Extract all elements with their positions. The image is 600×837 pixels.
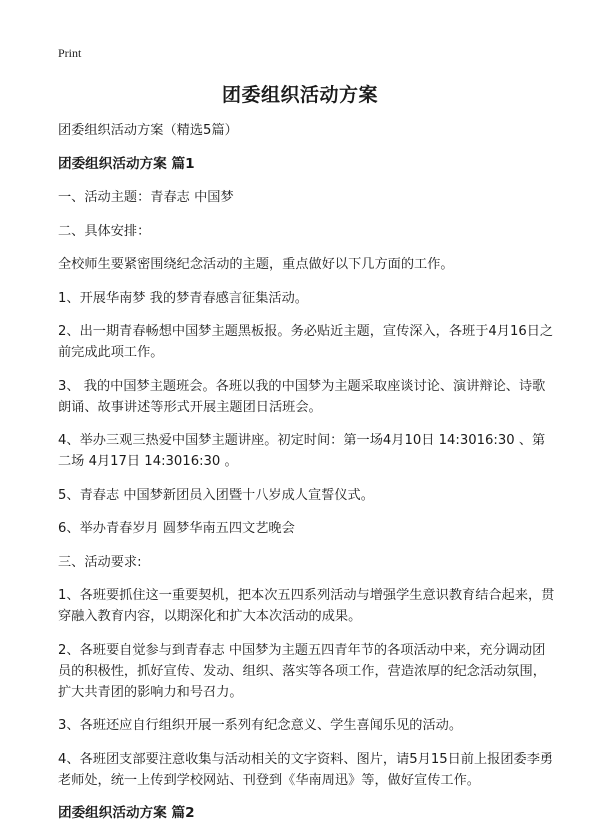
paragraph-requirement-4: 4、各班团支部要注意收集与活动相关的文字资料、图片，请5月15日前上报团委李勇老师处，统一上传到学校网站、刊登到《华南周迅》等，做好宣传工作。 bbox=[58, 751, 554, 788]
paragraph-theme: 一、活动主题：青春志 中国梦 bbox=[58, 190, 234, 205]
section-heading-2: 团委组织活动方案 篇2 bbox=[58, 805, 195, 821]
paragraph-item-5: 5、青春志 中国梦新团员入团暨十八岁成人宣誓仪式。 bbox=[58, 487, 374, 503]
paragraph-requirements-heading: 三、活动要求: bbox=[58, 554, 142, 570]
paragraph-requirement-3: 3、各班还应自行组织开展一系列有纪念意义、学生喜闻乐见的活动。 bbox=[58, 718, 463, 733]
section-heading-1: 团委组织活动方案 篇1 bbox=[58, 155, 195, 172]
paragraph-item-6: 6、举办青春岁月 圆梦华南五四文艺晚会 bbox=[58, 521, 295, 536]
paragraph-requirement-1: 1、各班要抓住这一重要契机，把本次五四系列活动与增强学生意识教育结合起来，贯穿融入教育内容，以期深化和扩大本次活动的成果。 bbox=[58, 588, 555, 624]
paragraph-item-4: 4、举办三观三热爱中国梦主题讲座。初定时间：第一场4月10日 14:3016:30 、第二场 4月17日 14:3016:30 。 bbox=[58, 433, 546, 469]
document-subtitle: 团委组织活动方案（精选5篇） bbox=[58, 123, 238, 138]
paragraph-intro: 全校师生要紧密围绕纪念活动的主题，重点做好以下几方面的工作。 bbox=[58, 257, 454, 272]
paragraph-item-2: 2、出一期青春畅想中国梦主题黑板报。务必贴近主题，宣传深入，各班于4月16日之前完成此项工作。 bbox=[58, 324, 554, 360]
paragraph-requirement-2: 2、各班要自觉参与到青春志 中国梦为主题五四青年节的各项活动中来，充分调动团员的积极性，抓好宣传、发动、组织、落实等各项工作，营造浓厚的纪念活动氛围，扩大共青团的影响力和号召力。 bbox=[58, 642, 546, 700]
document-body bbox=[58, 120, 556, 837]
paragraph-arrangement-heading: 二、具体安排： bbox=[58, 223, 151, 239]
paragraph-item-3: 3、 我的中国梦主题班会。各班以我的中国梦为主题采取座谈讨论、演讲辩论、诗歌朗诵、故事讲述等形式开展主题团日活班会。 bbox=[58, 378, 546, 415]
paragraph-item-1: 1、开展华南梦 我的梦青春感言征集活动。 bbox=[58, 290, 308, 306]
document-title: 团委组织活动方案 bbox=[221, 84, 378, 106]
print-label: Print bbox=[58, 46, 82, 60]
